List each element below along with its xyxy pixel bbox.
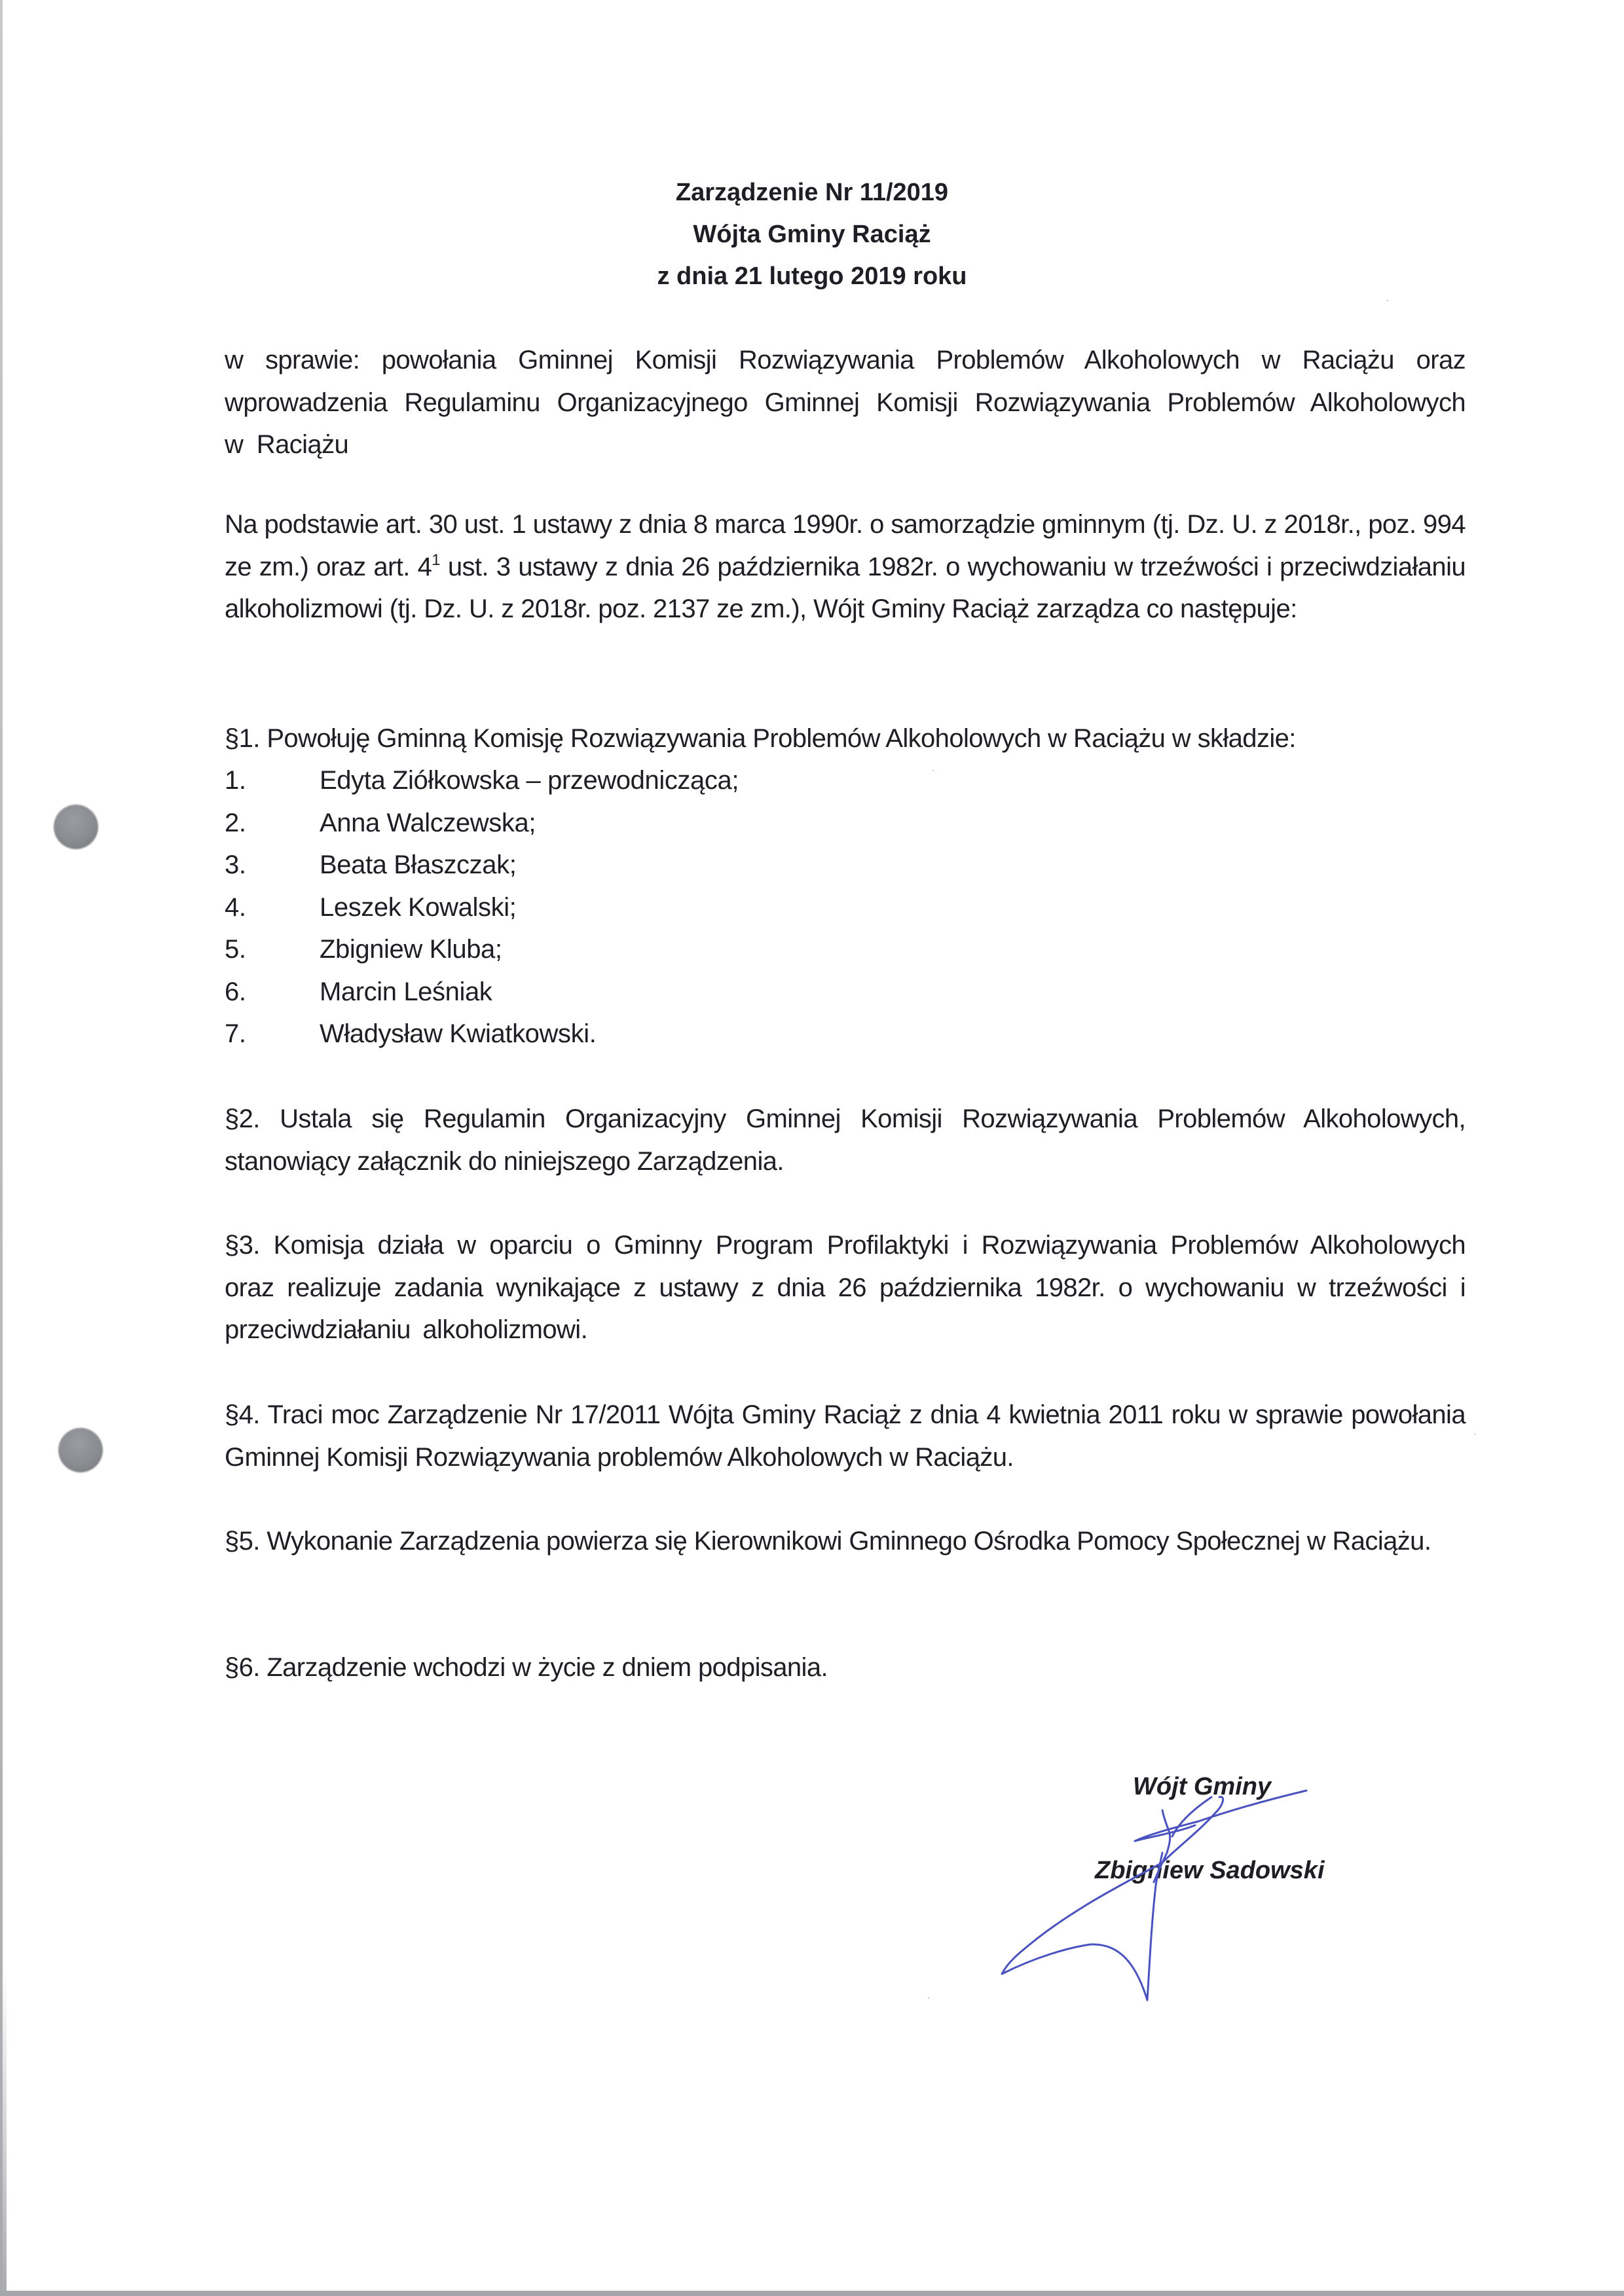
legal-basis-paragraph	[225, 503, 1466, 630]
article-superscript: 1	[432, 551, 440, 569]
member-name: Marcin Leśniak	[320, 977, 492, 1006]
signature-stroke	[1135, 1791, 1306, 1841]
signature-stroke	[1147, 1853, 1162, 2000]
section-1-paragraph: §1. Powołuję Gminną Komisję Rozwiązywania Problemów Alkoholowych w Raciążu w składzie:	[225, 724, 1296, 753]
scan-left-edge	[0, 0, 3, 2296]
section-4-paragraph: §4. Traci moc Zarządzenie Nr 17/2011 Wójta Gminy Raciąż z dnia 4 kwietnia 2011 roku w sprawie powołania Gminnej Komisji Rozwiązywania problemów Alkoholowych w Raciążu.	[225, 1400, 1466, 1472]
signatory-name: Zbigniew Sadowski	[1095, 1857, 1325, 1884]
signatory-title: Wójt Gminy	[1133, 1773, 1272, 1800]
member-list-item	[225, 886, 1010, 929]
member-list-item	[225, 1013, 1010, 1055]
heading-date: z dnia 21 lutego 2019 roku	[657, 263, 967, 290]
member-number: 7.	[225, 1019, 246, 1048]
member-name: Anna Walczewska;	[320, 808, 536, 837]
scan-left-edge-shadow	[0, 1964, 7, 2296]
subject-paragraph: w sprawie: powołania Gminnej Komisji Rozwiązywania Problemów Alkoholowych w Raciążu oraz wprowadzenia Regulaminu Organizacyjnego Gminnej Komisji Rozwiązywania Problemów Alkoholowych w Raciążu	[225, 346, 1466, 459]
member-number: 2.	[225, 808, 246, 837]
signature-block	[982, 1748, 1408, 2023]
signature-stroke	[1162, 1797, 1223, 1863]
member-number: 5.	[225, 935, 246, 964]
scan-speck	[928, 1997, 929, 1999]
member-name: Leszek Kowalski;	[320, 892, 517, 922]
member-name: Zbigniew Kluba;	[320, 935, 502, 964]
heading-ordinance-number: Zarządzenie Nr 11/2019	[675, 179, 949, 206]
punch-hole-upper	[54, 805, 98, 849]
member-name: Edyta Ziółkowska – przewodnicząca;	[320, 766, 739, 795]
member-name: Władysław Kwiatkowski.	[320, 1019, 597, 1048]
legal-basis-text-2: ust. 3 ustawy z dnia 26 października 1982r. o wychowaniu w trzeźwości i przeciwdziałaniu alkoholizmowi (tj. Dz. U. z 2018r. poz. 2137 ze zm.), Wójt Gminy Raciąż zarządza co następuje:	[225, 552, 1466, 623]
legal-basis-text-1: Na podstawie art. 30 ust. 1 ustawy z dnia 8 marca 1990r. o samorządzie gminnym (tj. Dz. U. z 2018r., poz. 994 ze zm.) oraz art. 4	[225, 510, 1466, 581]
member-number: 6.	[225, 977, 246, 1006]
member-name: Beata Błaszczak;	[320, 850, 517, 879]
punch-hole-lower	[58, 1428, 103, 1472]
section-2-paragraph: §2. Ustala się Regulamin Organizacyjny Gminnej Komisji Rozwiązywania Problemów Alkoholowych, stanowiący załącznik do niniejszego Zarządzenia.	[225, 1104, 1466, 1176]
signature-stroke	[1002, 1863, 1162, 2000]
signature-stroke	[1154, 1810, 1170, 1882]
section-5-paragraph: §5. Wykonanie Zarządzenia powierza się Kierownikowi Gminnego Ośrodka Pomocy Społecznej w Raciążu.	[225, 1527, 1431, 1556]
member-number: 1.	[225, 766, 246, 795]
member-number: 4.	[225, 892, 246, 922]
member-list-item	[225, 971, 1010, 1013]
member-list-item	[225, 928, 1010, 971]
scan-speck	[1387, 300, 1388, 301]
commission-members-list	[225, 759, 1010, 1055]
member-list-item	[225, 844, 1010, 886]
heading-issuer: Wójta Gminy Raciąż	[693, 221, 931, 248]
member-number: 3.	[225, 850, 246, 879]
section-6-paragraph: §6. Zarządzenie wchodzi w życie z dniem podpisania.	[225, 1653, 828, 1682]
handwritten-signature	[982, 1748, 1408, 2023]
member-list-item	[225, 802, 1010, 845]
member-list-item	[225, 759, 1010, 802]
scan-bottom-edge	[0, 2291, 1624, 2296]
section-3-paragraph: §3. Komisja działa w oparciu o Gminny Program Profilaktyki i Rozwiązywania Problemów Alkoholowych oraz realizuje zadania wynikające z ustawy z dnia 26 października 1982r. o wychowaniu w trzeźwości i przeciwdziałaniu alkoholizmowi.	[225, 1231, 1466, 1344]
scan-speck	[1475, 1434, 1476, 1435]
